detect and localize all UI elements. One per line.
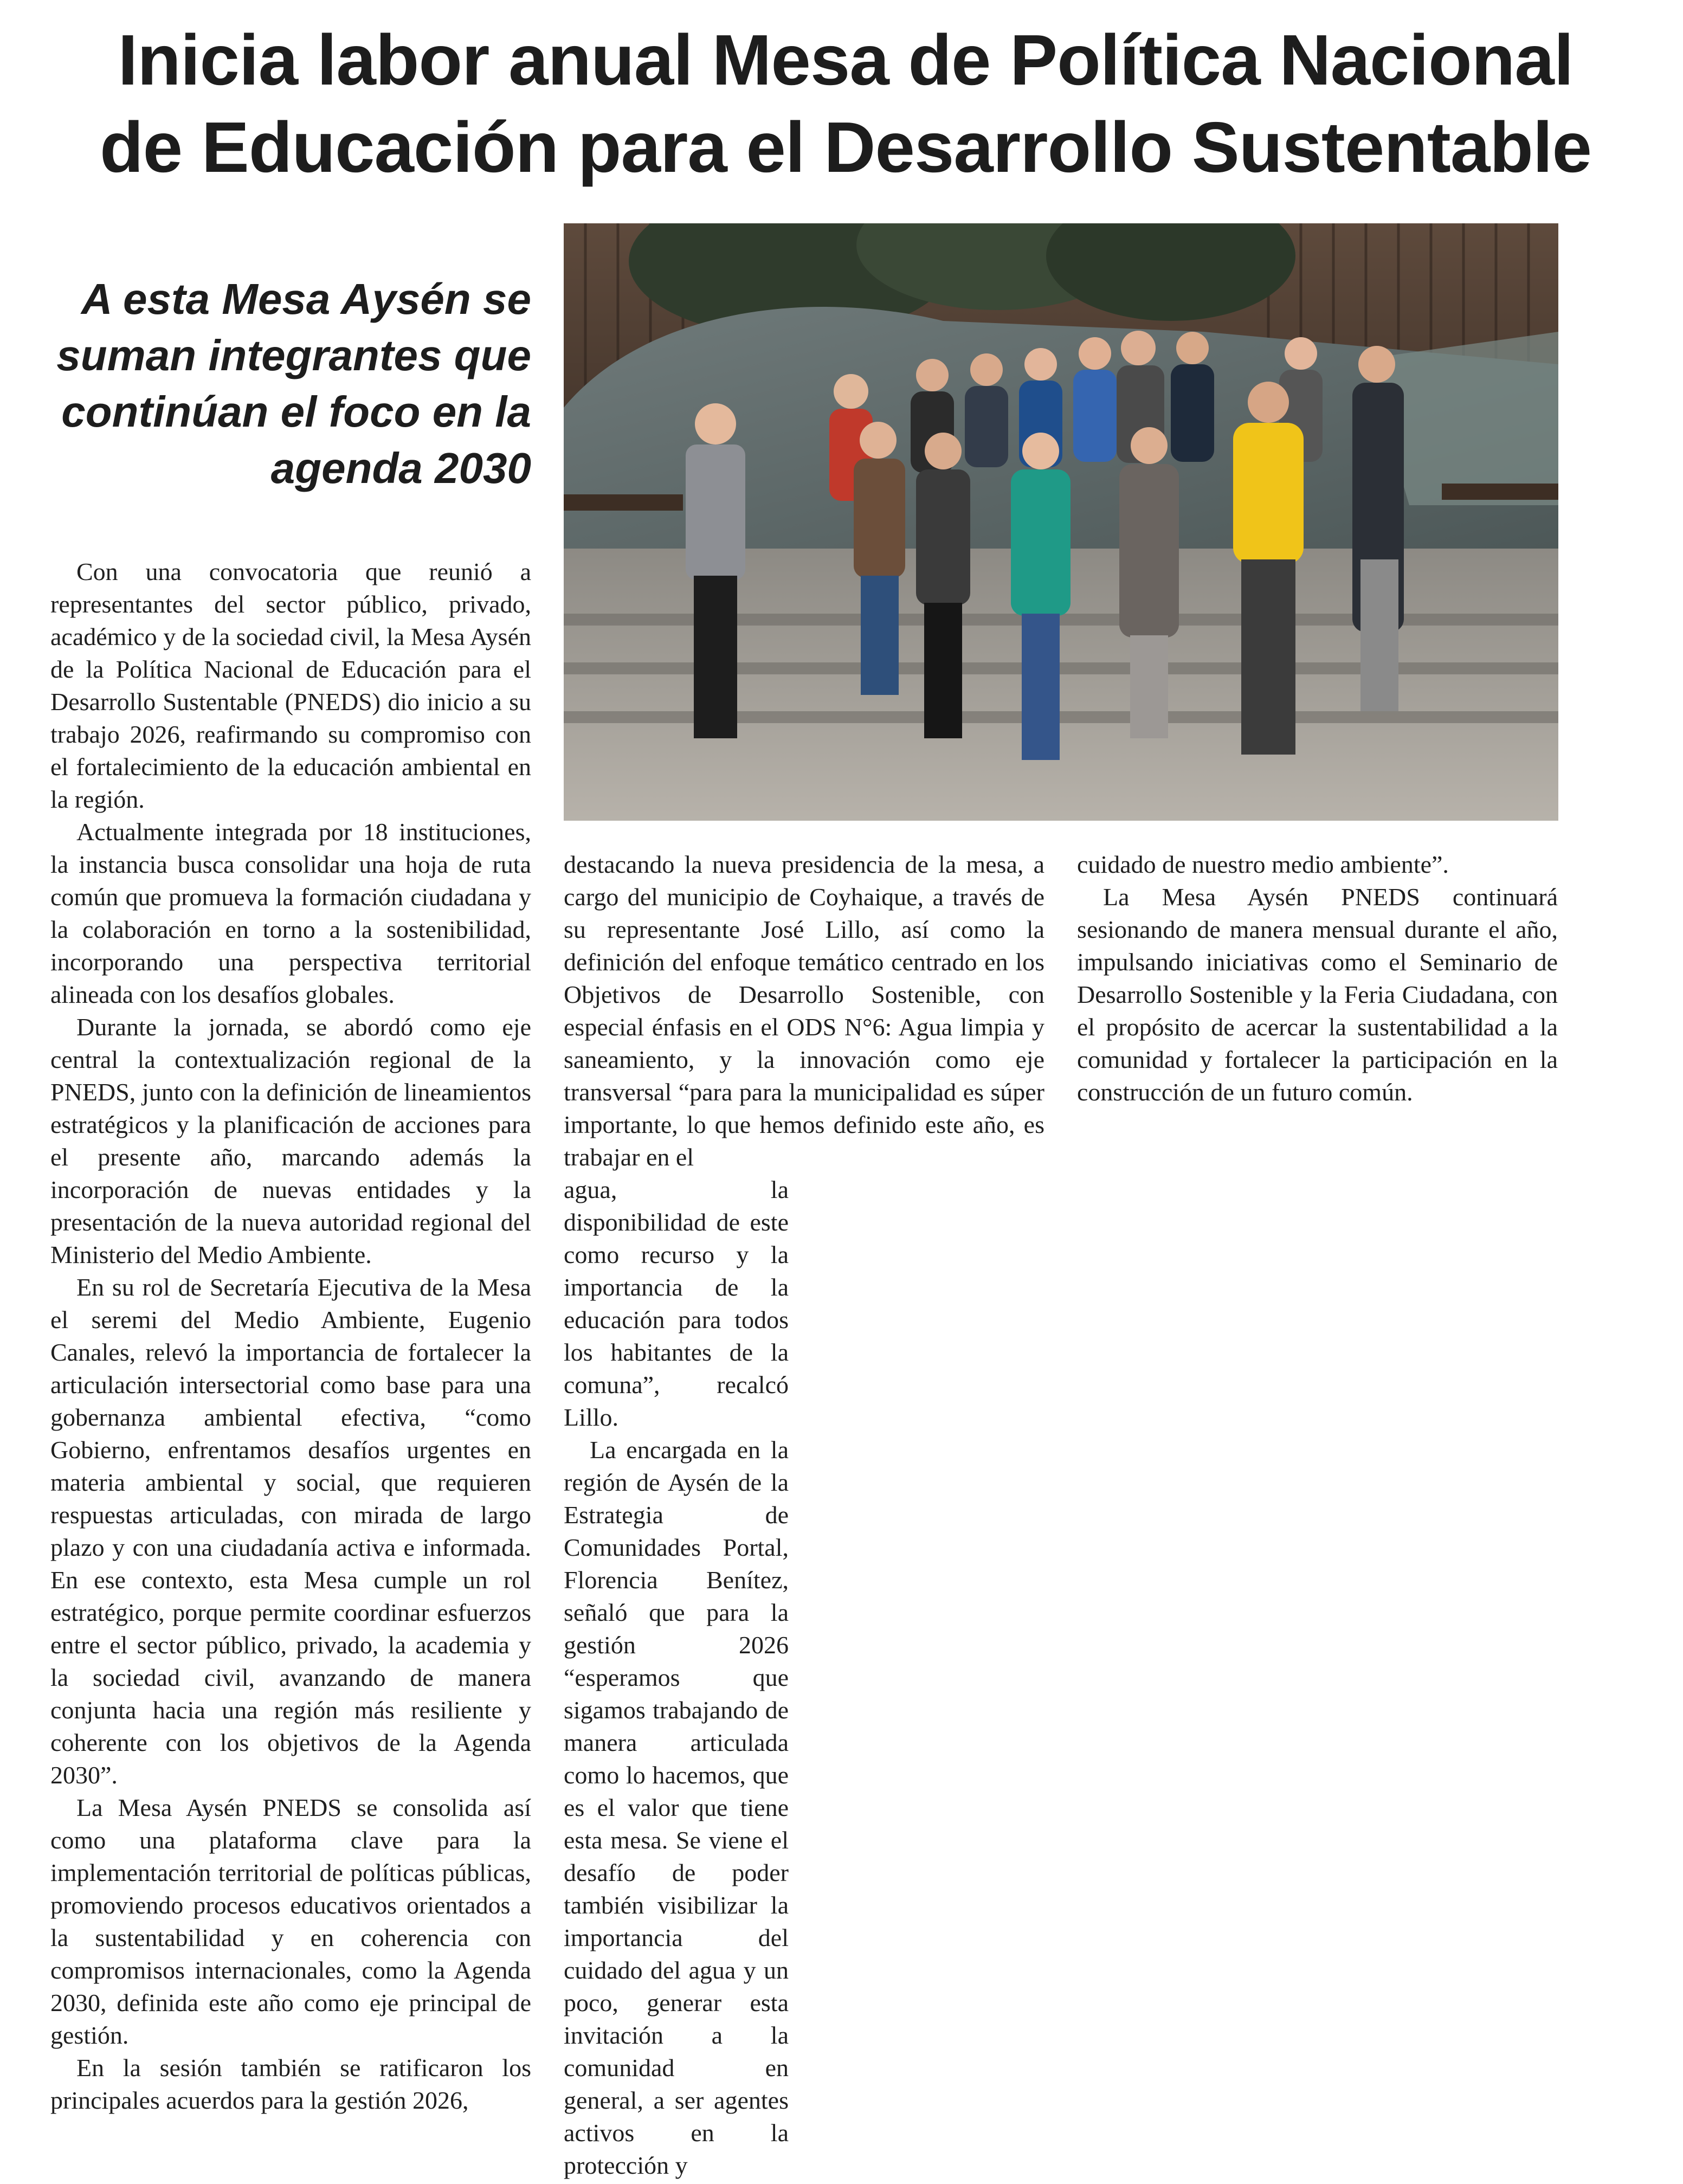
paragraph: La Mesa Aysén PNEDS continuará sesionando de manera mensual durante el año, impulsando iniciativas como el Seminario de Desarrollo Sostenible y la Feria Ciudadana, con el propósito de acercar la sustentabilidad a la comunidad y fortalecer la participación en la construcción de un futuro común. bbox=[1077, 883, 1558, 1106]
column-1 bbox=[50, 556, 531, 2117]
paragraph: cuidado de nuestro medio ambiente”. bbox=[1077, 851, 1449, 878]
group-photo bbox=[564, 223, 1558, 821]
column-2-top bbox=[564, 848, 1044, 1174]
paragraph: En su rol de Secretaría Ejecutiva de la Mesa el seremi del Medio Ambiente, Eugenio Canales, relevó la importancia de fortalecer la articulación intersectorial como base para una gobernanza ambiental efectiva, “como Gobierno, enfrentamos desafíos urgentes en materia ambiental y social, que requieren respuestas articuladas, con mirada de largo plazo y con una ciudadanía activa e informada. En ese contexto, esta Mesa cumple un rol estratégico, porque permite coordinar esfuerzos entre el sector público, privado, la academia y la sociedad civil, avanzando de manera conjunta hacia una región más resiliente y coherente con los objetivos de la Agenda 2030”. bbox=[50, 1273, 531, 1789]
paragraph: La encargada en la región de Aysén de la Estrategia de Comunidades Portal, Florencia Benítez, señaló que para la gestión 2026 “esperamos que sigamos trabajando de manera articulada como lo hacemos, que es el valor que tiene esta mesa. Se viene el desafío de poder también visibilizar la importancia del cuidado del agua y un poco, generar esta invitación a la comunidad en general, a ser agentes activos en la protección y bbox=[564, 1436, 789, 2179]
headline: Inicia labor anual Mesa de Política Nacional de Educación para el Desarrollo Sustentable bbox=[100, 20, 1591, 188]
paragraph: En la sesión también se ratificaron los principales acuerdos para la gestión 2026, bbox=[50, 2054, 531, 2114]
paragraph: Actualmente integrada por 18 instituciones, la instancia busca consolidar una hoja de ruta común que promueva la formación ciudadana y la colaboración en torno a la sostenibilidad, incorporando una perspectiva territorial alineada con los desafíos globales. bbox=[50, 818, 531, 1008]
paragraph: La Mesa Aysén PNEDS se consolida así como una plataforma clave para la implementación territorial de políticas públicas, promoviendo procesos educativos orientados a la sustentabilidad y en coherencia con compromisos internacionales, como la Agenda 2030, definida este año como eje principal de gestión. bbox=[50, 1794, 531, 2049]
column-2-narrow bbox=[564, 1174, 789, 2182]
column-3 bbox=[1077, 848, 1558, 1109]
paragraph: agua, la disponibilidad de este como recurso y la importancia de la educación para todos los habitantes de la comuna”, recalcó Lillo. bbox=[564, 1176, 789, 1431]
paragraph: Con una convocatoria que reunió a representantes del sector público, privado, académico y de la sociedad civil, la Mesa Aysén de la Política Nacional de Educación para el Desarrollo Sustentable (PNEDS) dio inicio a su trabajo 2026, reafirmando su compromiso con el fortalecimiento de la educación ambiental en la región. bbox=[50, 558, 531, 813]
subheadline: A esta Mesa Aysén se suman integrantes que continúan el foco en la agenda 2030 bbox=[56, 275, 531, 492]
paragraph: destacando la nueva presidencia de la mesa, a cargo del municipio de Coyhaique, a través de su representante José Lillo, así como la definición del enfoque temático centrado en los Objetivos de Desarrollo Sostenible, con especial énfasis en el ODS N°6: Agua limpia y saneamiento, y la innovación como eje transversal “para para la municipalidad es súper importante, lo que hemos definido este año, es trabajar en el bbox=[564, 851, 1044, 1171]
paragraph: Durante la jornada, se abordó como eje central la contextualización regional de la PNEDS, junto con la definición de lineamientos estratégicos y la planificación de acciones para el presente año, marcando además la incorporación de nuevas entidades y la presentación de la nueva autoridad regional del Ministerio del Medio Ambiente. bbox=[50, 1013, 531, 1268]
